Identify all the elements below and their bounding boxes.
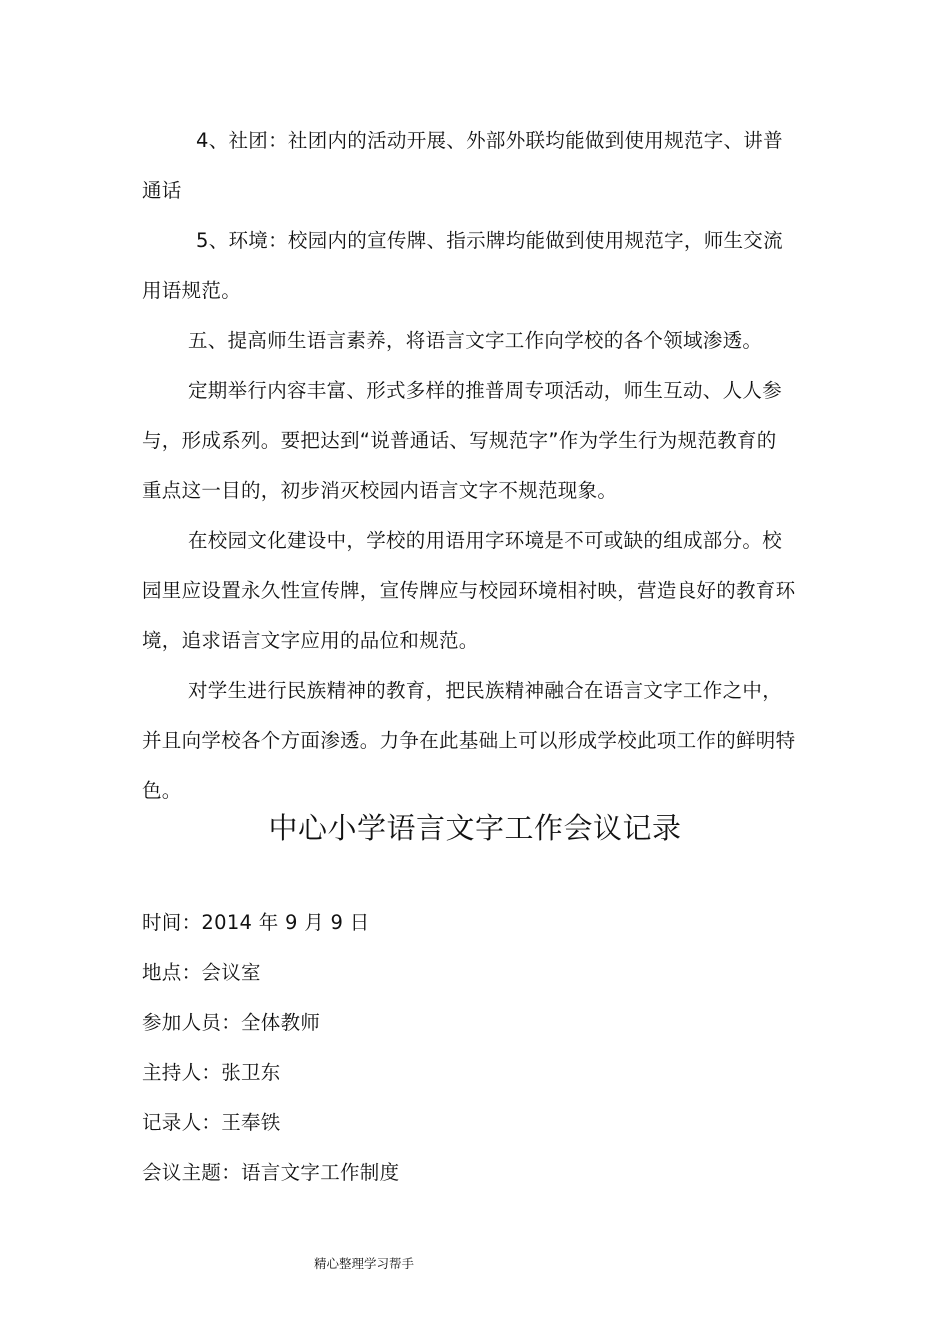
paragraph-line: 在校园文化建设中，学校的用语用字环境是不可或缺的组成部分。校 (188, 529, 783, 552)
paragraph-line: 4、社团：社团内的活动开展、外部外联均能做到使用规范字、讲普 (196, 129, 783, 152)
paragraph-line: 并且向学校各个方面渗透。力争在此基础上可以形成学校此项工作的鲜明特 (142, 729, 796, 752)
paragraph-line: 境，追求语言文字应用的品位和规范。 (142, 629, 479, 652)
page-footer: 精心整理学习帮手 (314, 1256, 415, 1271)
paragraph-line: 重点这一目的，初步消灭校园内语言文字不规范现象。 (142, 479, 618, 502)
section-heading: 五、提高师生语言素养，将语言文字工作向学校的各个领域渗透。 (188, 329, 763, 352)
paragraph-line: 与，形成系列。要把达到“说普通话、写规范字”作为学生行为规范教育的 (142, 429, 777, 452)
paragraph-line: 色。 (142, 779, 182, 802)
meeting-location: 地点：会议室 (142, 961, 261, 984)
paragraph-line: 园里应设置永久性宣传牌，宣传牌应与校园环境相衬映，营造良好的教育环 (142, 579, 796, 602)
meeting-host: 主持人：张卫东 (142, 1061, 281, 1084)
meeting-topic: 会议主题：语言文字工作制度 (142, 1161, 400, 1184)
meeting-title: 中心小学语言文字工作会议记录 (268, 811, 682, 845)
meeting-recorder: 记录人：王奉铁 (142, 1111, 281, 1134)
meeting-time: 时间：2014 年 9 月 9 日 (142, 911, 370, 934)
paragraph-line: 定期举行内容丰富、形式多样的推普周专项活动，师生互动、人人参 (188, 379, 783, 402)
paragraph-line: 对学生进行民族精神的教育，把民族精神融合在语言文字工作之中， (188, 679, 783, 702)
paragraph-line: 用语规范。 (142, 279, 242, 302)
meeting-attendees: 参加人员：全体教师 (142, 1011, 321, 1034)
paragraph-line: 5、环境：校园内的宣传牌、指示牌均能做到使用规范字，师生交流 (196, 229, 783, 252)
paragraph-line: 通话 (142, 179, 182, 202)
